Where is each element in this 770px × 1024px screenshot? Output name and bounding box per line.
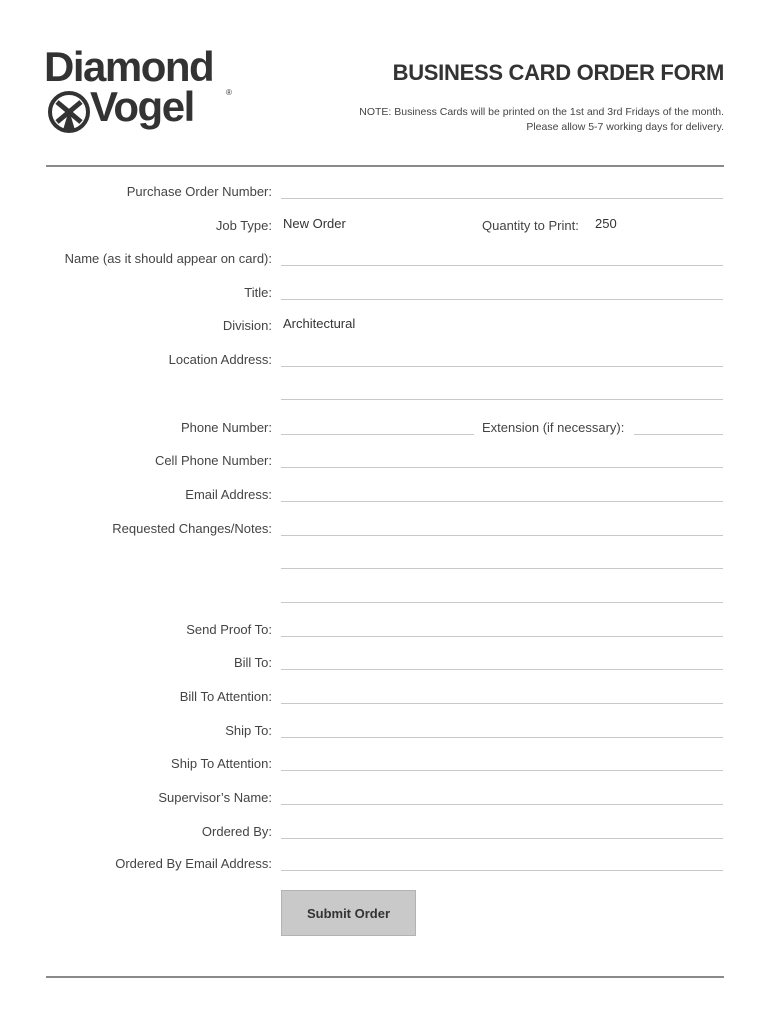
bill-attn-label: Bill To Attention:	[179, 689, 272, 704]
location-label: Location Address:	[168, 352, 272, 367]
ordered-by-label: Ordered By:	[201, 824, 272, 839]
notes-label: Requested Changes/Notes:	[112, 521, 272, 536]
extension-field[interactable]	[634, 434, 723, 435]
notes-field-line-3[interactable]	[281, 602, 723, 603]
po-number-label: Purchase Order Number:	[126, 184, 272, 199]
note-line-2: Please allow 5-7 working days for delivery.	[526, 121, 724, 133]
ship-to-label: Ship To:	[225, 723, 272, 738]
ordered-email-label: Ordered By Email Address:	[115, 856, 272, 871]
division-label: Division:	[222, 318, 272, 333]
email-label: Email Address:	[185, 487, 272, 502]
windmill-icon	[47, 90, 91, 134]
quantity-field[interactable]: 250	[595, 216, 617, 231]
phone-field[interactable]	[281, 434, 474, 435]
phone-label: Phone Number:	[180, 420, 272, 435]
name-label: Name (as it should appear on card):	[64, 251, 272, 266]
send-proof-field[interactable]	[281, 636, 723, 637]
location-field-line-2[interactable]	[281, 399, 723, 400]
ship-attn-field[interactable]	[281, 770, 723, 771]
diamond-vogel-logo	[44, 44, 259, 136]
logo-word-diamond: Diamond	[44, 43, 214, 90]
bill-to-field[interactable]	[281, 669, 723, 670]
notes-field-line-2[interactable]	[281, 568, 723, 569]
bill-to-label: Bill To:	[233, 655, 272, 670]
form-title: BUSINESS CARD ORDER FORM	[392, 60, 724, 85]
job-type-field[interactable]: New Order	[283, 216, 346, 231]
ordered-by-field[interactable]	[281, 838, 723, 839]
po-number-field[interactable]	[281, 198, 723, 199]
quantity-label: Quantity to Print:	[482, 218, 579, 233]
ordered-email-field[interactable]	[281, 870, 723, 871]
ship-attn-label: Ship To Attention:	[171, 756, 272, 771]
send-proof-label: Send Proof To:	[186, 622, 272, 637]
title-label: Title:	[244, 285, 272, 300]
supervisor-label: Supervisor’s Name:	[158, 790, 272, 805]
submit-order-button[interactable]: Submit Order	[281, 890, 416, 936]
notes-field-line-1[interactable]	[281, 535, 723, 536]
bottom-divider	[46, 976, 724, 978]
delivery-note	[359, 105, 724, 135]
job-type-label: Job Type:	[215, 218, 272, 233]
ship-to-field[interactable]	[281, 737, 723, 738]
title-field[interactable]	[281, 299, 723, 300]
email-field[interactable]	[281, 501, 723, 502]
registered-mark: ®	[226, 88, 232, 97]
cell-field[interactable]	[281, 467, 723, 468]
location-field-line-1[interactable]	[281, 366, 723, 367]
division-field[interactable]: Architectural	[283, 316, 356, 331]
logo-word-vogel: Vogel	[90, 83, 194, 130]
top-divider	[46, 165, 724, 167]
supervisor-field[interactable]	[281, 804, 723, 805]
name-field[interactable]	[281, 265, 723, 266]
note-line-1: NOTE: Business Cards will be printed on the 1st and 3rd Fridays of the month.	[359, 106, 724, 118]
extension-label: Extension (if necessary):	[482, 420, 625, 435]
cell-label: Cell Phone Number:	[154, 453, 272, 468]
bill-attn-field[interactable]	[281, 703, 723, 704]
